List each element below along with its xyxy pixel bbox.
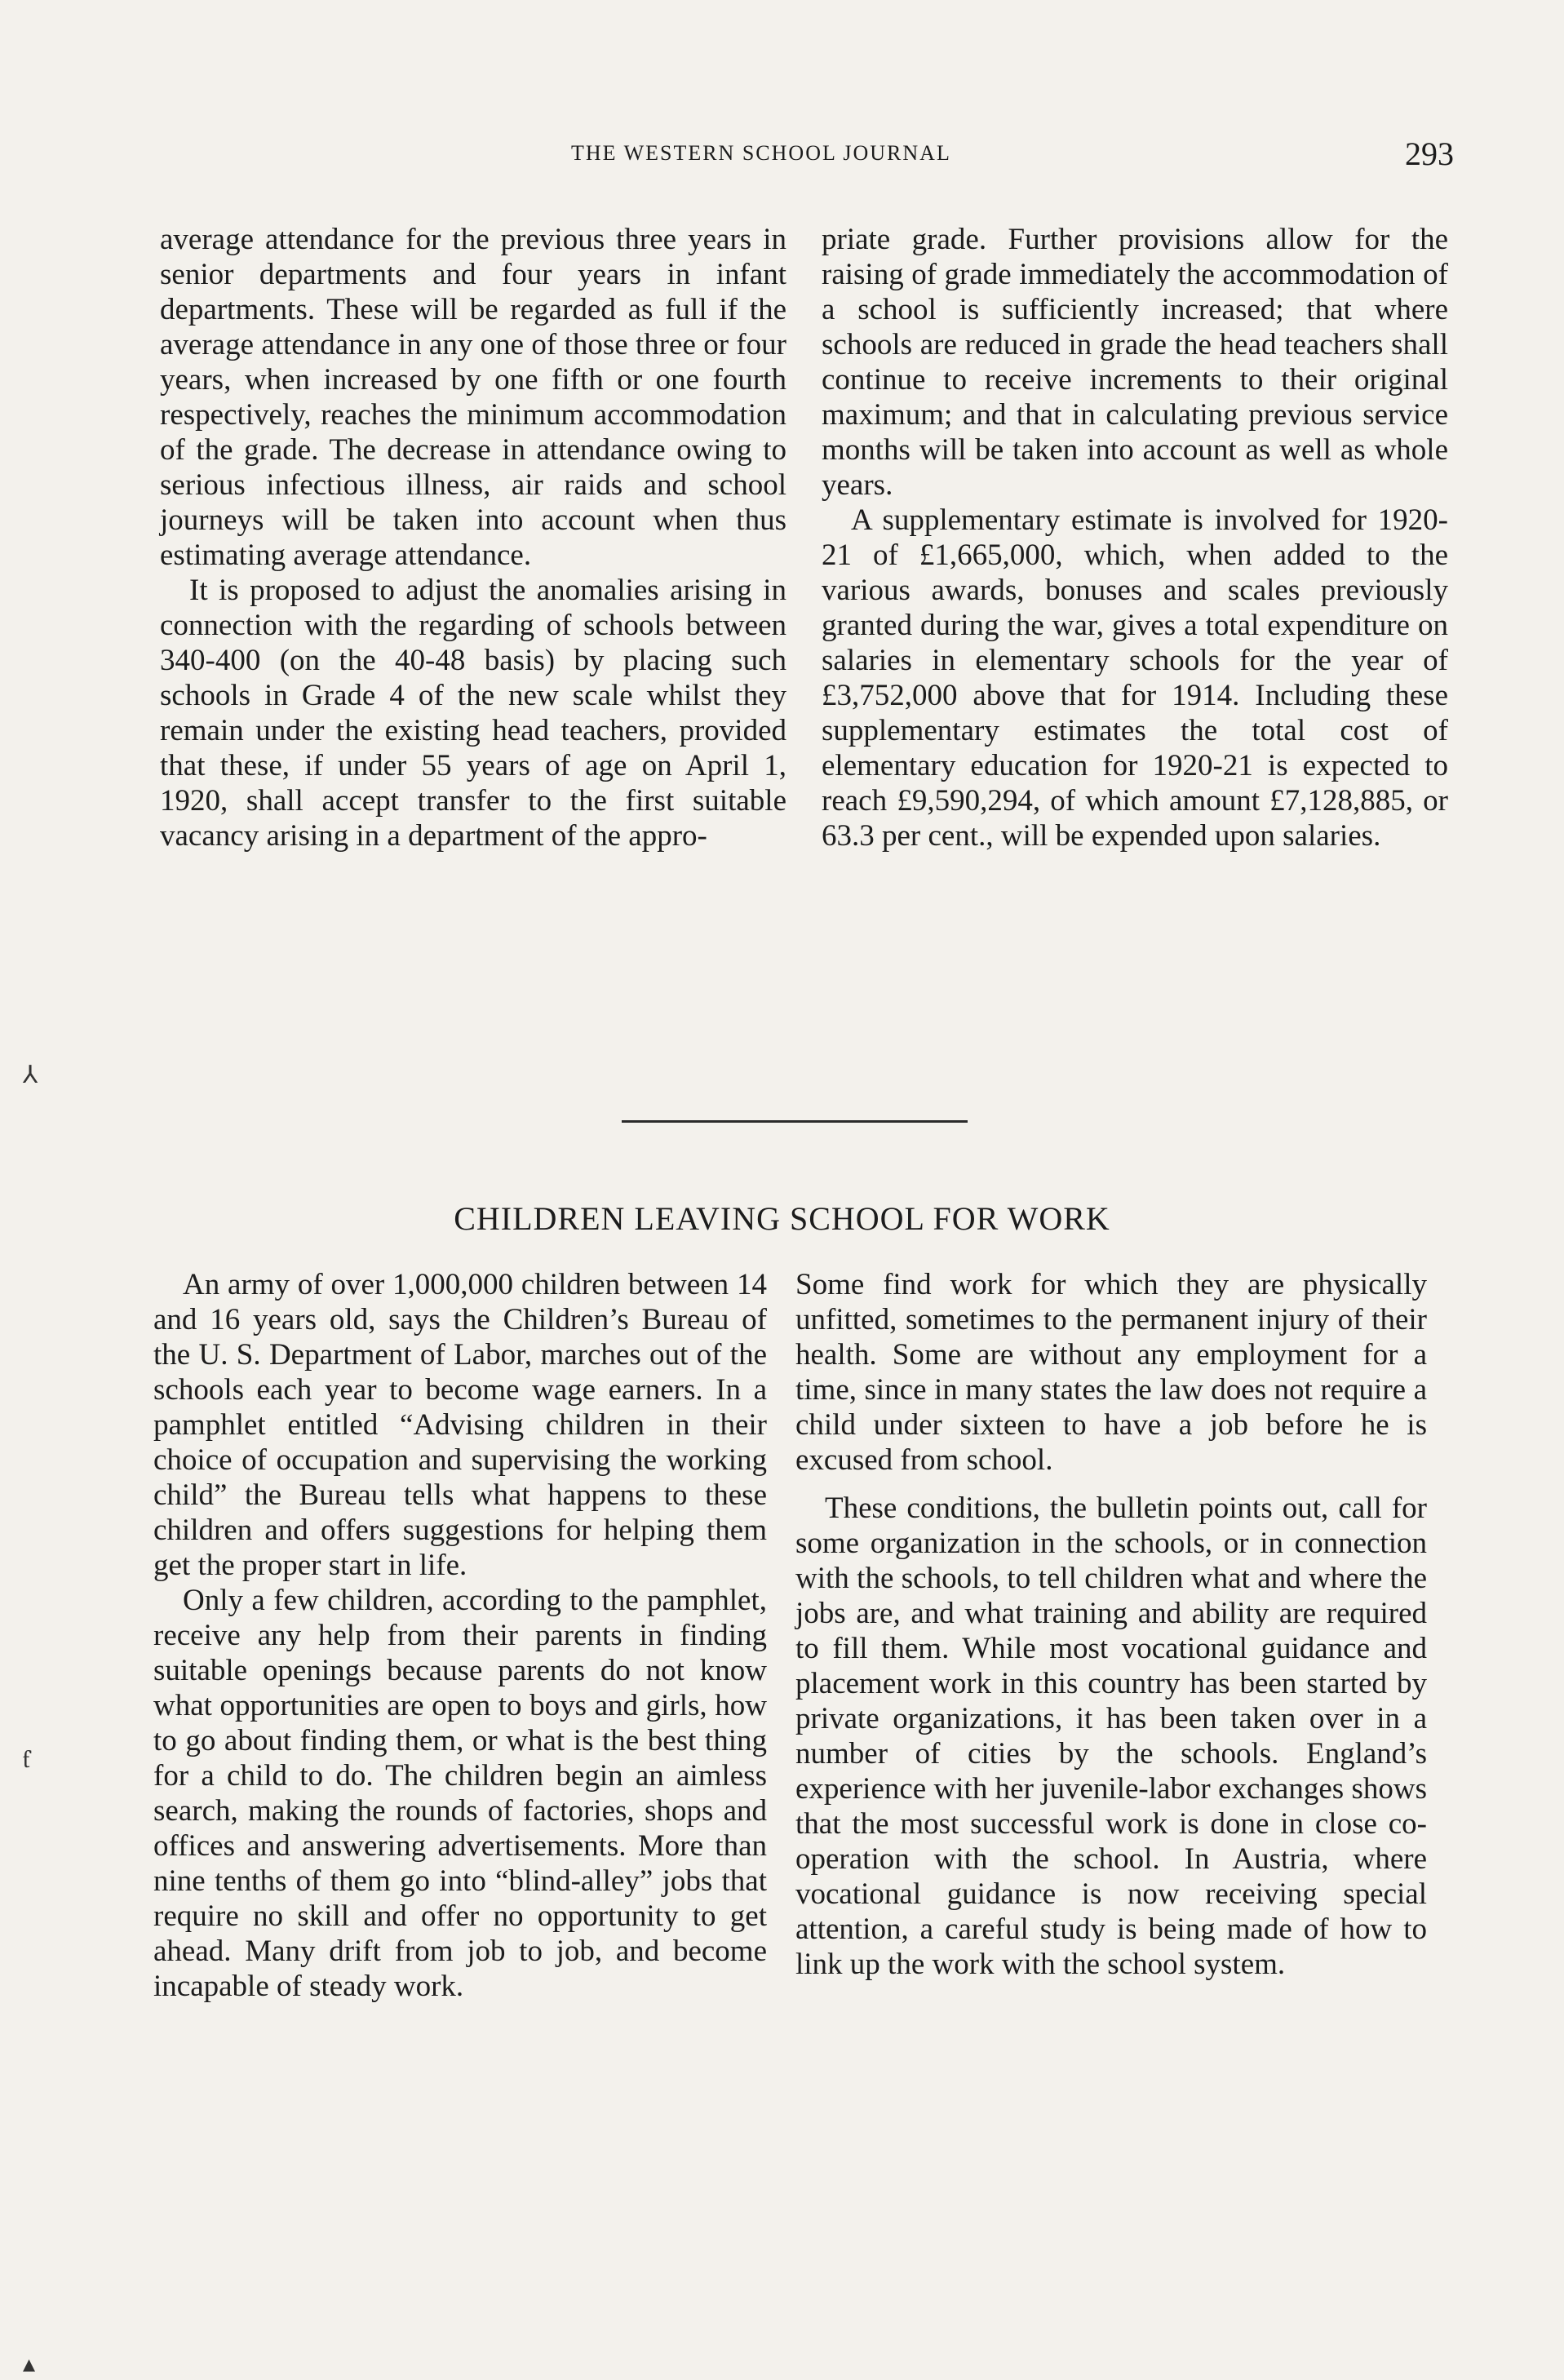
margin-mark-icon: ƭ (23, 1746, 30, 1773)
page-number: 293 (1405, 135, 1454, 172)
paragraph: average attendance for the previous three years in senior departments and four years in infant departments. These will be regarded as full if the average attendance in any one of those three or four years, when increased by one fifth or one fourth respectively, reaches the minimum accommodation of the grade. The decrease in attendance owing to serious infectious illness, air raids and school journeys will be taken into account when thus estimating average attendance. (160, 223, 786, 572)
paragraph: Only a few children, according to the pamphlet, receive any help from their parents in finding suitable openings because parents do not know what opportunities are open to boys and girls, how to go about finding them, or what is the best thing for a child to do. The children begin an aimless search, making the rounds of factories, shops and offices and answering advertisements. More than nine tenths of them go into “blind-alley” jobs that require no skill and offer no opportunity to get ahead. Many drift from job to job, and become incapable of steady work. (153, 1584, 767, 2003)
paragraph: An army of over 1,000,000 children between 14 and 16 years old, says the Children’s Bureau of the U. S. Department of Labor, marches out of the schools each year to become wage earners. In a pamphlet entitled “Advising children in their choice of occupation and supervising the working child” the Bureau tells what happens to these children and offers suggestions for helping them get the proper start in life. (153, 1268, 767, 1582)
paragraph: These conditions, the bulletin points out, call for some organization in the schools, or in connection with the schools, to tell children what and where the jobs are, and what training and ability are required to fill them. While most vocational guidance and placement work in this country has been started by private organizations, it has been taken over in a number of cities by the schools. England’s experience with her juvenile-labor exchanges shows that the most successful work is done in close co-operation with the school. In Austria, where vocational guidance is now receiving special attention, a careful study is being made of how to link up the work with the school system. (795, 1491, 1427, 1981)
section1-left-column (160, 222, 786, 853)
running-head: THE WESTERN SCHOOL JOURNAL (571, 141, 951, 165)
margin-mark-icon: ⅄ (23, 1061, 38, 1088)
section1-right-column (822, 222, 1448, 853)
section-divider (622, 1120, 968, 1123)
paragraph: priate grade. Further provisions allow for the raising of grade immediately the accommodation of a school is sufficiently increased; that where schools are reduced in grade the head teachers shall continue to receive increments to their original maximum; and that in calculating previous service months will be taken into account as well as whole years. (822, 223, 1448, 502)
paragraph: Some find work for which they are physically unfitted, sometimes to the permanent injury of their health. Some are without any employment for a time, since in many states the law does not require a child under sixteen to have a job before he is excused from school. (795, 1268, 1427, 1477)
margin-mark-icon: ▴ (23, 2351, 36, 2378)
article-left-column (153, 1267, 767, 2004)
article-title: CHILDREN LEAVING SCHOOL FOR WORK (454, 1200, 1110, 1237)
paragraph: A supplementary estimate is involved for 1920-21 of £1,665,000, which, when added to the various awards, bonuses and scales previously granted during the war, gives a total expenditure on salaries in elementary schools for the year of £3,752,000 above that for 1914. Including these supplementary estimates the total cost of elementary education for 1920-21 is expected to reach £9,590,294, of which amount £7,128,885, or 63.3 per cent., will be expended upon salaries. (822, 503, 1448, 853)
page-header (0, 135, 1564, 184)
paragraph: It is proposed to adjust the anomalies arising in connection with the regarding of schools between 340-400 (on the 40-48 basis) by placing such schools in Grade 4 of the new scale whilst they remain under the existing head teachers, provided that these, if under 55 years of age on April 1, 1920, shall accept transfer to the first suitable vacancy arising in a department of the appro- (160, 574, 786, 853)
article-right-column (795, 1267, 1427, 1982)
